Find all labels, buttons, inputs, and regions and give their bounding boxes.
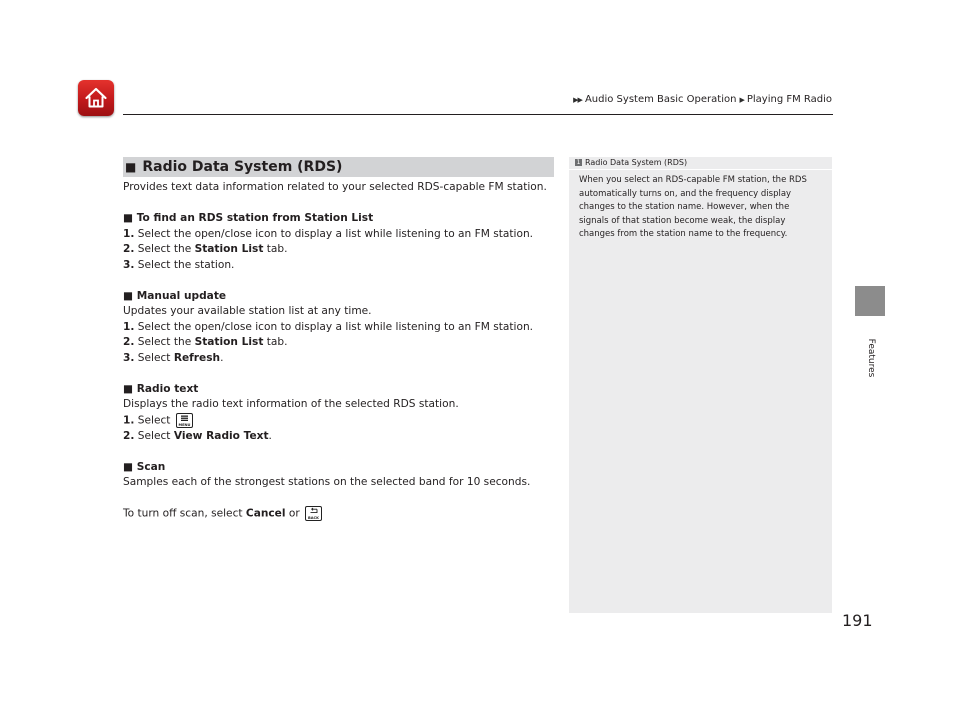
step-item: 2. Select the Station List tab. bbox=[123, 243, 288, 255]
step-item: 3. Select the station. bbox=[123, 258, 235, 271]
breadcrumb-arrow-icon: ▶ bbox=[739, 95, 744, 104]
subheading-scan: ■ Scan bbox=[123, 460, 166, 473]
section-marker: ■ bbox=[125, 160, 137, 174]
radio-text-desc: Displays the radio text information of the selected RDS station. bbox=[123, 398, 459, 410]
svg-text:MENU: MENU bbox=[178, 422, 191, 427]
section-title: Radio Data System (RDS) bbox=[142, 159, 343, 175]
breadcrumb-arrow-icon: ▶▶ bbox=[573, 95, 582, 104]
note-line: When you select an RDS-capable FM station, the RDS bbox=[579, 175, 807, 185]
section-heading bbox=[123, 157, 554, 177]
step-item: 2. Select the Station List tab. bbox=[123, 336, 288, 348]
scan-off-text: To turn off scan, select Cancel or BACK bbox=[123, 506, 553, 522]
back-button-icon bbox=[305, 506, 322, 521]
breadcrumb-item[interactable]: Audio System Basic Operation bbox=[584, 94, 737, 105]
step-item: 2. Select View Radio Text. bbox=[123, 429, 272, 442]
note-line: signals of that station become weak, the display bbox=[579, 215, 786, 226]
note-line: automatically turns on, and the frequency display bbox=[579, 188, 792, 199]
svg-text:BACK: BACK bbox=[308, 515, 320, 520]
side-tab-label: Features bbox=[866, 338, 876, 378]
scan-desc: Samples each of the strongest stations on the selected band for 10 seconds. bbox=[123, 476, 531, 488]
manual-update-desc: Updates your available station list at any time. bbox=[123, 305, 372, 317]
step-item: 1. Select MENU bbox=[123, 413, 553, 429]
reference-icon: 1 bbox=[576, 159, 581, 166]
home-button[interactable] bbox=[78, 80, 114, 116]
note-line: changes to the station name. However, when the bbox=[579, 202, 790, 212]
header-divider bbox=[123, 114, 833, 115]
note-panel bbox=[569, 157, 832, 613]
breadcrumb bbox=[573, 94, 832, 105]
page-number: 191 bbox=[842, 611, 873, 630]
menu-button-icon bbox=[176, 413, 193, 428]
side-tab-marker[interactable] bbox=[855, 286, 885, 316]
note-divider bbox=[569, 169, 832, 170]
note-body bbox=[579, 174, 827, 242]
step-item: 3. Select Refresh. bbox=[123, 351, 224, 364]
subheading-radio-text: ■ Radio text bbox=[123, 382, 199, 395]
breadcrumb-item[interactable]: Playing FM Radio bbox=[746, 94, 832, 105]
home-icon bbox=[84, 86, 108, 110]
main-content bbox=[123, 180, 553, 522]
note-title: 1 Radio Data System (RDS) bbox=[576, 158, 688, 167]
subheading-manual-update: ■ Manual update bbox=[123, 289, 227, 302]
note-line: changes from the station name to the frequency. bbox=[579, 229, 788, 239]
step-item: 1. Select the open/close icon to display a list while listening to an FM station. bbox=[123, 227, 534, 240]
step-item: 1. Select the open/close icon to display a list while listening to an FM station. bbox=[123, 320, 534, 333]
intro-text: Provides text data information related to your selected RDS-capable FM station. bbox=[123, 181, 547, 193]
subheading-find-station: ■ To find an RDS station from Station List bbox=[123, 212, 374, 224]
